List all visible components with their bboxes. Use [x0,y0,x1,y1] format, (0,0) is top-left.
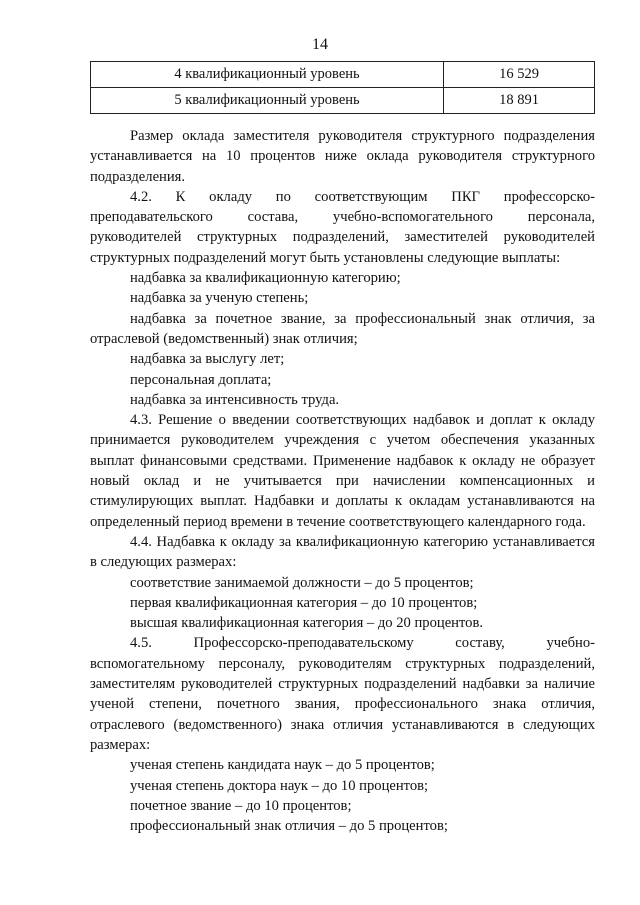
list-item: надбавка за выслугу лет; [130,351,285,368]
list-item: высшая квалификационная категория – до 20 процентов. [130,615,484,632]
paragraph-4-4: 4.4. Надбавка к окладу за квалификационную категорию устанавливается в следующих размерах: [90,533,595,571]
list-item: ученая степень кандидата наук – до 5 процентов; [130,757,435,774]
list-item: надбавка за почетное звание, за профессиональный знак отличия, за отраслевой (ведомственный) знак отличия; [90,310,595,347]
list-item: первая квалификационная категория – до 10 процентов; [130,594,478,611]
list-item: ученая степень доктора наук – до 10 процентов; [130,777,429,794]
list-item: надбавка за квалификационную категорию; [130,270,401,287]
paragraph-4-5: 4.5. Профессорско-преподавательскому составу, учебно-вспомогательному персоналу, руководителям структурных подразделений, заместителям руководителей структурных подразделений надбавки за наличие ученой степени, почетного звания, профессионального знака отличия, отраслевого (ведомственного) знака отличия устанавливаются в следующих размерах: [90,635,595,753]
table-row [91,88,595,114]
paragraph-deputy-salary: Размер оклада заместителя руководителя структурного подразделения устанавливается на 10 процентов ниже оклада руководителя структурного подразделения. [90,128,595,185]
paragraph-4-3: 4.3. Решение о введении соответствующих надбавок и доплат к окладу принимается руководителем учреждения с учетом обеспечения указанных выплат финансовыми средствами. Применение надбавок к окладу не образует новый оклад и не учитывается при начислении компенсационных и стимулирующих выплат. Надбавки и доплаты к окладам устанавливаются на определенный период времени в течение соответствующего календарного года. [90,412,595,530]
paragraph-4-2: 4.2. К окладу по соответствующим ПКГ профессорско-преподавательского состава, учебно-вспомогательного персонала, руководителей структурных подразделений, заместителей руководителей структурных подразделений могут быть установлены следующие выплаты: [90,188,595,266]
table-row [91,62,595,88]
salary-table [90,61,595,114]
document-body [90,126,595,836]
page-number: 14 [312,36,328,53]
list-item: персональная доплата; [130,371,272,388]
salary-value-cell: 18 891 [444,88,595,114]
salary-value-cell: 16 529 [444,62,595,88]
qualification-level-cell: 5 квалификационный уровень [91,88,444,114]
list-item: почетное звание – до 10 процентов; [130,797,352,814]
list-item: профессиональный знак отличия – до 5 процентов; [130,818,448,835]
list-item: надбавка за интенсивность труда. [130,391,340,408]
list-item: надбавка за ученую степень; [130,290,309,307]
list-item: соответствие занимаемой должности – до 5 процентов; [130,574,474,591]
qualification-level-cell: 4 квалификационный уровень [91,62,444,88]
